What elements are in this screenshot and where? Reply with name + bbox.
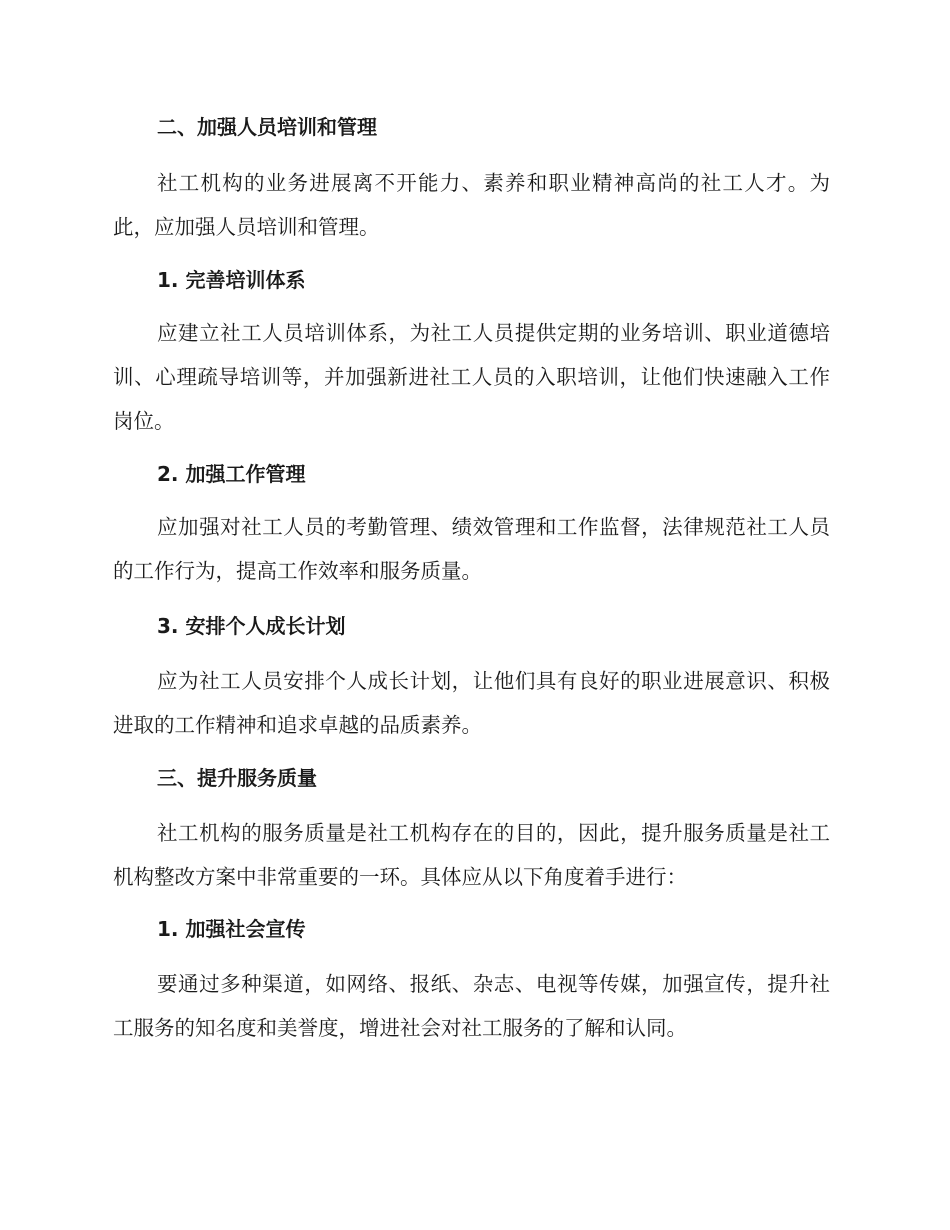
subsection-paragraph: 应建立社工人员培训体系，为社工人员提供定期的业务培训、职业道德培训、心理疏导培训等，并加强新进社工人员的入职培训，让他们快速融入工作岗位。 [113,321,830,433]
section-intro-paragraph: 社工机构的业务进展离不开能力、素养和职业精神高尚的社工人才。为此，应加强人员培训和管理。 [113,171,830,239]
subsection-paragraph: 要通过多种渠道，如网络、报纸、杂志、电视等传媒，加强宣传，提升社工服务的知名度和美誉度，增进社会对社工服务的了解和认同。 [113,972,830,1040]
section-heading: 三、提升服务质量 [157,766,317,790]
subsection-heading: 1. 加强社会宣传 [157,917,306,941]
section-intro-paragraph: 社工机构的服务质量是社工机构存在的目的，因此，提升服务质量是社工机构整改方案中非常重要的一环。具体应从以下角度着手进行： [113,821,830,889]
subsection-paragraph: 应为社工人员安排个人成长计划，让他们具有良好的职业进展意识、积极进取的工作精神和追求卓越的品质素养。 [113,669,830,737]
subsection-heading: 3. 安排个人成长计划 [157,614,346,638]
subsection-heading: 2. 加强工作管理 [157,462,306,486]
subsection-heading: 1. 完善培训体系 [157,268,306,292]
subsection-paragraph: 应加强对社工人员的考勤管理、绩效管理和工作监督，法律规范社工人员的工作行为，提高工作效率和服务质量。 [113,515,830,583]
section-heading: 二、加强人员培训和管理 [157,115,377,139]
